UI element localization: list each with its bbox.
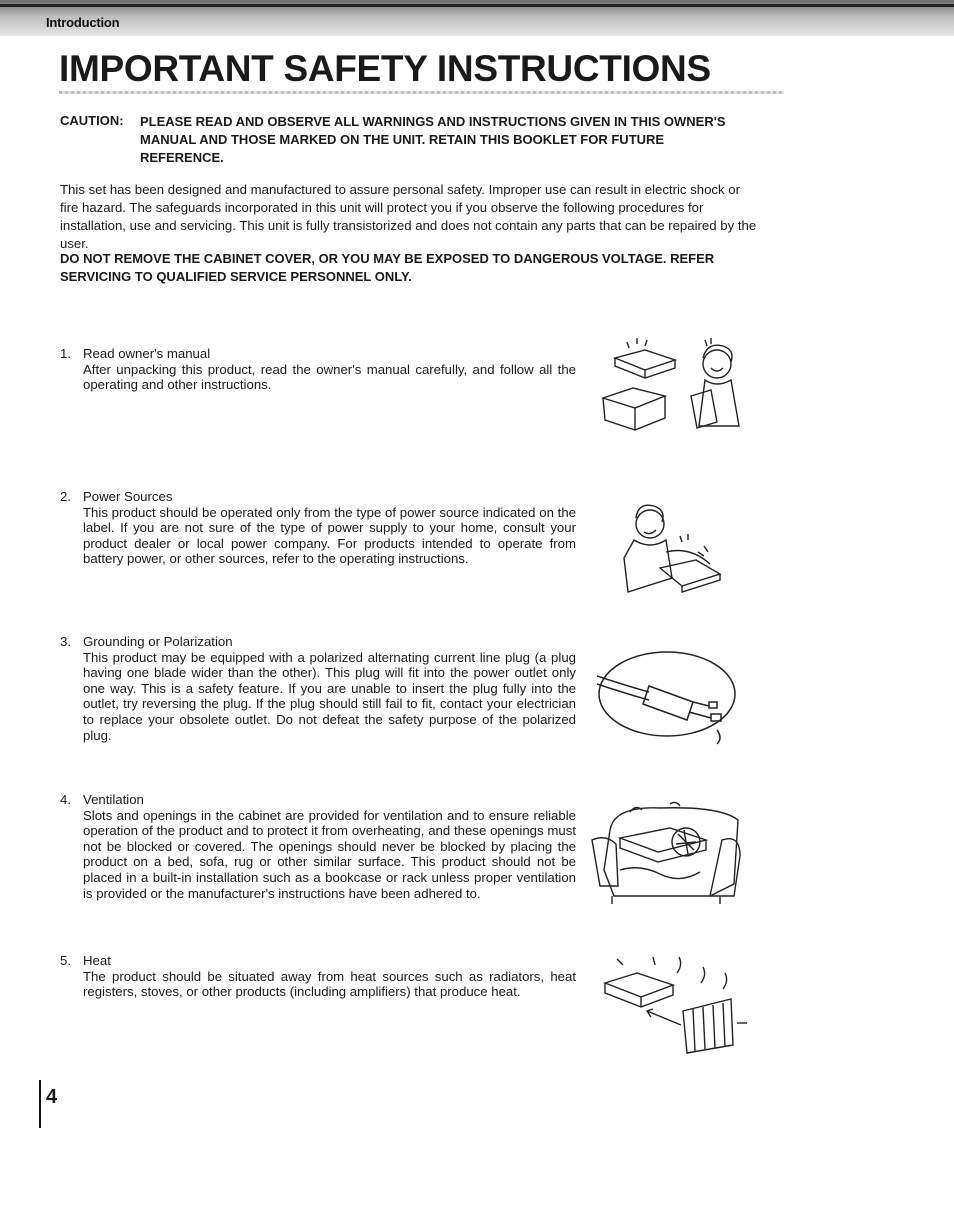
item-heading: Heat — [83, 953, 111, 968]
instruction-item-2 — [60, 489, 576, 567]
instruction-item-1 — [60, 346, 576, 393]
reading-manual-illustration — [595, 336, 745, 431]
polarized-plug-illustration — [597, 646, 742, 746]
page-number: 4 — [46, 1086, 58, 1108]
sofa-ventilation-illustration — [590, 800, 742, 908]
heat-radiator-illustration — [597, 953, 749, 1055]
header-rule — [0, 4, 954, 7]
item-number: 4. — [60, 792, 71, 807]
instruction-item-4 — [60, 792, 576, 901]
item-heading: Power Sources — [83, 489, 173, 504]
item-number: 1. — [60, 346, 71, 361]
voltage-warning: DO NOT REMOVE THE CABINET COVER, OR YOU MAY BE EXPOSED TO DANGEROUS VOLTAGE. REFER SERVICING TO QUALIFIED SERVICE PERSONNEL ONLY. — [60, 251, 715, 284]
page-number-bar — [39, 1080, 41, 1128]
power-source-illustration — [620, 498, 730, 598]
page-title: IMPORTANT SAFETY INSTRUCTIONS — [59, 48, 711, 89]
caution-text: PLEASE READ AND OBSERVE ALL WARNINGS AND INSTRUCTIONS GIVEN IN THIS OWNER'S MANUAL AND THOSE MARKED ON THE UNIT. RETAIN THIS BOOKLET FOR FUTURE REFERENCE. — [140, 114, 726, 165]
title-underline — [59, 91, 784, 94]
item-number: 3. — [60, 634, 71, 649]
intro-paragraph: This set has been designed and manufactured to assure personal safety. Improper use can result in electric shock or fire hazard. The safeguards incorporated in this unit will protect you if you observe the following procedures for installation, use and servicing. This unit is fully transistorized and does not contain any parts that can be repaired by the user. — [60, 182, 757, 251]
item-body: After unpacking this product, read the owner's manual carefully, and follow all the operating and other instructions. — [83, 361, 576, 393]
item-body: The product should be situated away from heat sources such as radiators, heat registers, stoves, or other products (including amplifiers) that produce heat. — [83, 968, 576, 1000]
item-body: This product should be operated only from the type of power source indicated on the label. If you are not sure of the type of power supply to your home, consult your product dealer or local power company. For products intended to operate from battery power, or other sources, refer to the operating instructions. — [83, 504, 576, 567]
instruction-item-5 — [60, 953, 576, 1000]
item-heading: Read owner's manual — [83, 346, 211, 361]
item-heading: Grounding or Polarization — [83, 634, 233, 649]
item-body: Slots and openings in the cabinet are provided for ventilation and to ensure reliable operation of the product and to protect it from overheating, and these openings must not be blocked or covered. The openings should never be blocked by placing the product on a bed, sofa, rug or other similar surface. This product should not be placed in a built-in installation such as a bookcase or rack unless proper ventilation is provided or the manufacturer's instructions have been adhered to. — [83, 807, 576, 901]
caution-label: CAUTION: — [60, 113, 124, 128]
instruction-item-3 — [60, 634, 576, 743]
section-label: Introduction — [46, 15, 120, 30]
item-body: This product may be equipped with a polarized alternating current line plug (a plug having one blade wider than the other). This plug will fit into the power outlet only one way. This is a safety feature. If you are unable to insert the plug fully into the outlet, try reversing the plug. If the plug should still fail to fit, contact your electrician to replace your obsolete outlet. Do not defeat the safety purpose of the polarized plug. — [83, 649, 576, 743]
item-number: 2. — [60, 489, 71, 504]
item-heading: Ventilation — [83, 792, 144, 807]
item-number: 5. — [60, 953, 71, 968]
